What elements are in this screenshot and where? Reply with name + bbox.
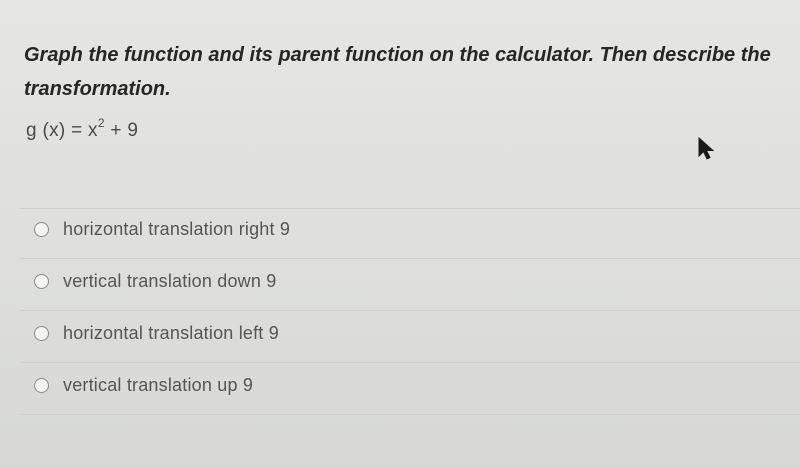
answer-option-4[interactable] [34,372,253,398]
equation-constant: + 9 [104,120,139,141]
option-divider [20,414,800,415]
radio-button-icon[interactable] [34,326,49,341]
option-label[interactable]: horizontal translation left 9 [63,322,279,343]
answer-option-1[interactable] [34,216,290,242]
answer-option-3[interactable] [34,320,279,346]
option-divider [20,310,800,311]
radio-button-icon[interactable] [34,274,49,289]
radio-button-icon[interactable] [34,378,49,393]
equation-exponent: 2 [97,116,105,130]
question-prompt: Graph the function and its parent function on the calculator. Then describe the transformation. [24,44,771,100]
equation-base: g (x) = x [26,120,98,141]
radio-button-icon[interactable] [34,222,49,237]
answer-option-2[interactable] [34,268,277,294]
options-top-divider [20,208,800,209]
option-divider [20,362,800,363]
function-equation [26,116,139,142]
option-label[interactable]: horizontal translation right 9 [63,218,291,239]
option-label[interactable]: vertical translation up 9 [63,374,254,395]
option-label[interactable]: vertical translation down 9 [63,270,277,291]
option-divider [20,258,800,259]
mouse-pointer-icon [698,137,718,161]
